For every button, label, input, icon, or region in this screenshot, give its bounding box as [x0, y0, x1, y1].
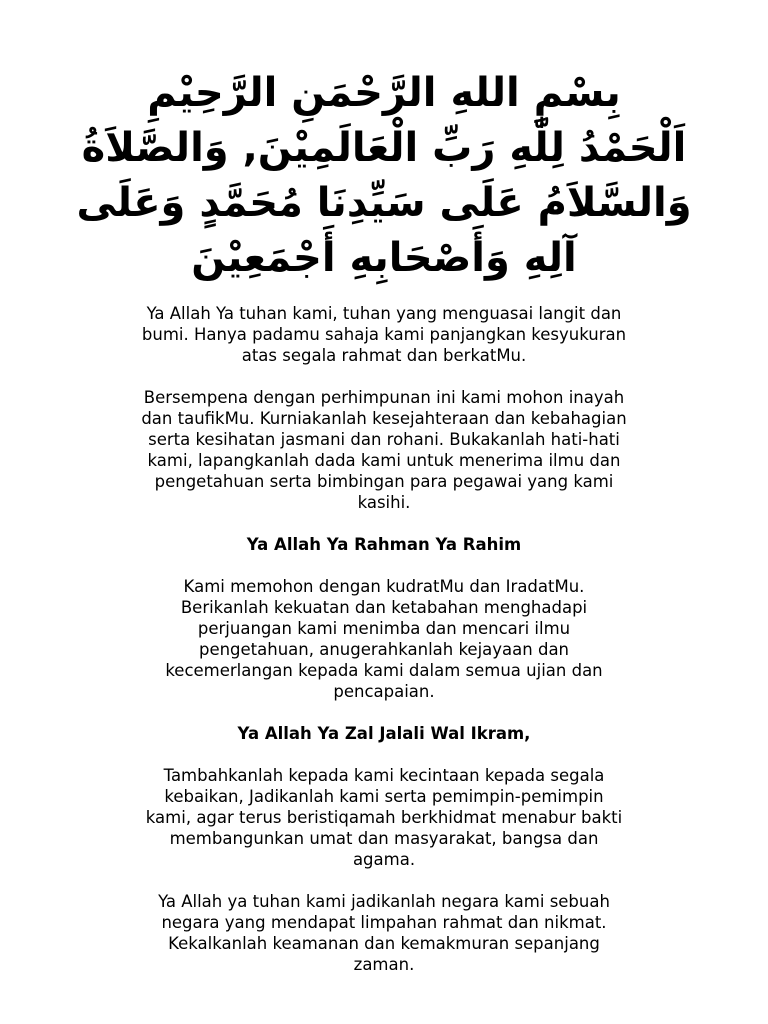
- text-line: zaman.: [353, 955, 415, 974]
- text-line: agama.: [352, 850, 416, 869]
- text-line: Ya Allah Ya tuhan kami, tuhan yang menguasai langit dan: [146, 304, 622, 323]
- text-line: Berikanlah kekuatan dan ketabahan menghadapi: [180, 598, 588, 617]
- text-line: pengetahuan, anugerahkanlah kejayaan dan: [198, 640, 570, 659]
- text-line: Ya Allah ya tuhan kami jadikanlah negara kami sebuah: [158, 892, 610, 911]
- text-line: bumi. Hanya padamu sahaja kami panjangkan kesyukuran: [141, 325, 627, 344]
- paragraph-goodness: [110, 765, 658, 870]
- text-line: kecemerlangan kepada kami dalam semua ujian dan: [165, 661, 603, 680]
- paragraph-gathering: [110, 387, 658, 513]
- heading-zal-jalali: [110, 723, 658, 744]
- prayer-text: [110, 303, 658, 996]
- text-line: pencapaian.: [333, 682, 435, 701]
- arabic-line-hamdalah: اَلْحَمْدُ لِلّٰهِ رَبِّ الْعَالَمِيْنَ, وَالصَّلاَةُ: [81, 125, 687, 171]
- text-line: membangunkan umat dan masyarakat, bangsa dan: [169, 829, 599, 848]
- text-line: kebaikan, Jadikanlah kami serta pemimpin-pemimpin: [164, 787, 604, 806]
- text-line: Bersempena dengan perhimpunan ini kami mohon inayah: [143, 388, 625, 407]
- arabic-line-closing: آلِهِ وَأَصْحَابِهِ أَجْمَعِيْنَ: [191, 235, 577, 281]
- text-line: atas segala rahmat dan berkatMu.: [241, 346, 527, 365]
- arabic-opening: [60, 66, 708, 286]
- text-line: Kami memohon dengan kudratMu dan IradatMu.: [183, 577, 585, 596]
- text-line: serta kesihatan jasmani dan rohani. Bukakanlah hati-hati: [148, 430, 620, 449]
- text-line: kasihi.: [357, 493, 411, 512]
- heading-text: Ya Allah Ya Rahman Ya Rahim: [246, 535, 522, 554]
- arabic-line-basmalah: بِسْمِ اللهِ الرَّحْمَنِ الرَّحِيْمِ: [147, 70, 621, 116]
- text-line: negara yang mendapat limpahan rahmat dan nikmat.: [161, 913, 607, 932]
- text-line: Kekalkanlah keamanan dan kemakmuran sepanjang: [168, 934, 600, 953]
- paragraph-strength: [110, 576, 658, 702]
- text-line: dan taufikMu. Kurniakanlah kesejahteraan dan kebahagian: [141, 409, 627, 428]
- text-line: perjuangan kami menimba dan mencari ilmu: [197, 619, 571, 638]
- text-line: kami, agar terus beristiqamah berkhidmat menabur bakti: [145, 808, 623, 827]
- text-line: pengetahuan serta bimbingan para pegawai yang kami: [154, 472, 614, 491]
- arabic-line-salawat: وَالسَّلاَمُ عَلَى سَيِّدِنَا مُحَمَّدٍ وَعَلَى: [76, 180, 692, 226]
- text-line: Tambahkanlah kepada kami kecintaan kepada segala: [163, 766, 605, 785]
- text-line: kami, lapangkanlah dada kami untuk menerima ilmu dan: [147, 451, 621, 470]
- paragraph-gratitude: [110, 303, 658, 366]
- heading-text: Ya Allah Ya Zal Jalali Wal Ikram,: [237, 724, 531, 743]
- paragraph-nation: [110, 891, 658, 975]
- heading-rahman-rahim: [110, 534, 658, 555]
